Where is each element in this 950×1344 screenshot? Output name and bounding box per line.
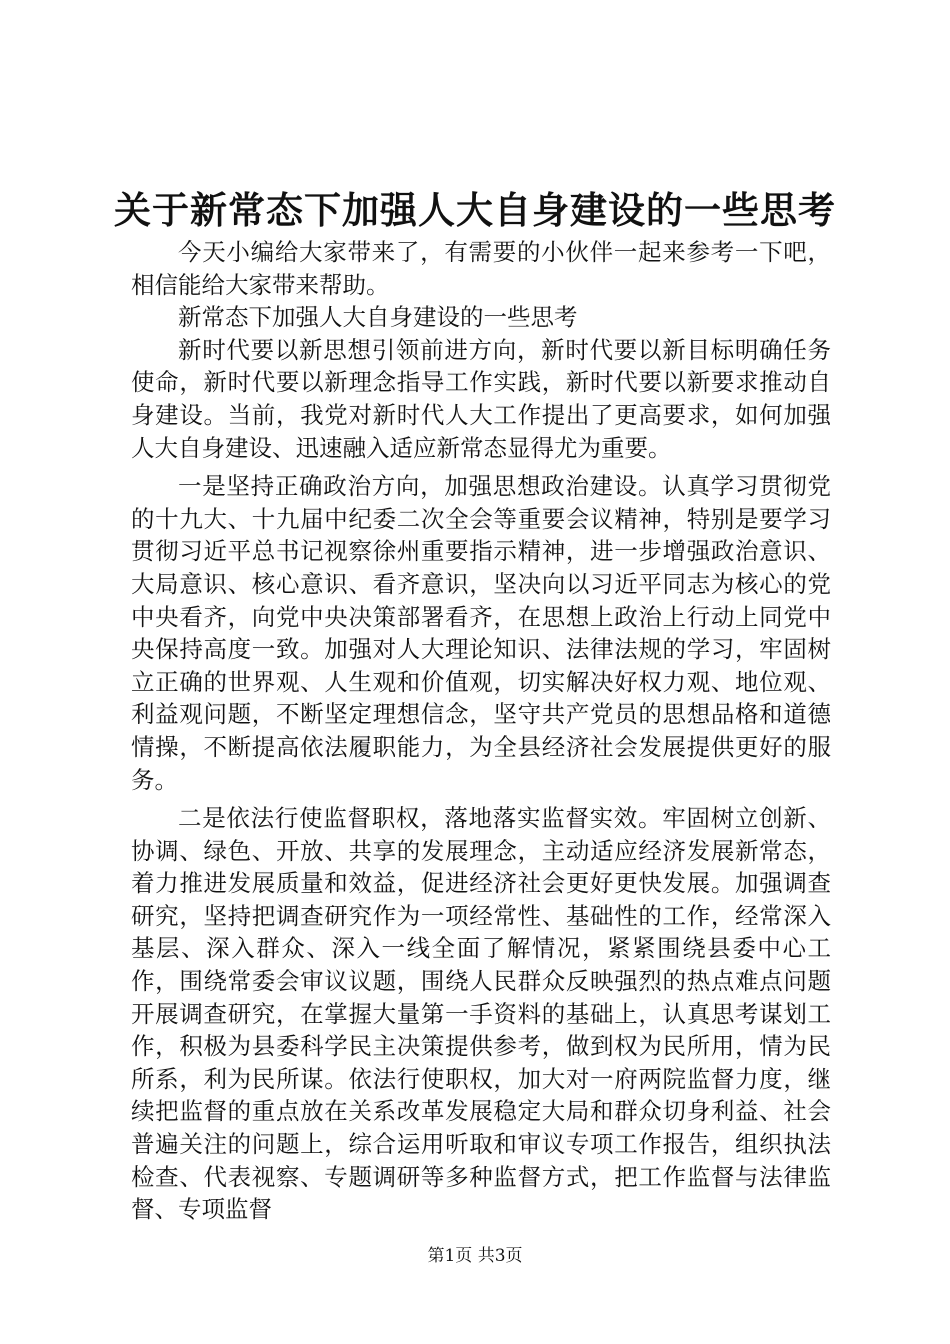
document-body [131,236,831,1226]
body-paragraph: 新时代要以新思想引领前进方向，新时代要以新目标明确任务使命，新时代要以新理念指导工作实践，新时代要以新要求推动自身建设。当前，我党对新时代人大工作提出了更高要求，如何加强人大自身建设、迅速融入适应新常态显得尤为重要。 [131,335,831,462]
body-paragraph: 二是依法行使监督职权，落地落实监督实效。牢固树立创新、协调、绿色、开放、共享的发展理念，主动适应经济发展新常态，着力推进发展质量和效益，促进经济社会更好更快发展。加强调查研究，坚持把调查研究作为一项经常性、基础性的工作，经常深入基层、深入群众、深入一线全面了解情况，紧紧围绕县委中心工作，围绕常委会审议议题，围绕人民群众反映强烈的热点难点问题开展调查研究，在掌握大量第一手资料的基础上，认真思考谋划工作，积极为县委科学民主决策提供参考，做到权为民所用，情为民所系，利为民所谋。依法行使职权，加大对一府两院监督力度，继续把监督的重点放在关系改革发展稳定大局和群众切身利益、社会普遍关注的问题上，综合运用听取和审议专项工作报告，组织执法检查、代表视察、专题调研等多种监督方式，把工作监督与法律监督、专项监督 [131,804,831,1224]
body-paragraph: 一是坚持正确政治方向，加强思想政治建设。认真学习贯彻党的十九大、十九届中纪委二次全会等重要会议精神，特别是要学习贯彻习近平总书记视察徐州重要指示精神，进一步增强政治意识、大局意识、核心意识、看齐意识，坚决向以习近平同志为核心的党中央看齐，向党中央决策部署看齐，在思想上政治上行动上同党中央保持高度一致。加强对人大理论知识、法律法规的学习，牢固树立正确的世界观、人生观和价值观，切实解决好权力观、地位观、利益观问题，不断坚定理想信念，坚守共产党员的思想品格和道德情操，不断提高依法履职能力，为全县经济社会发展提供更好的服务。 [131,472,831,794]
page-number-footer: 第1页 共3页 [427,1246,523,1266]
subtitle-paragraph: 新常态下加强人大自身建设的一些思考 [178,303,578,332]
document-title: 关于新常态下加强人大自身建设的一些思考 [114,188,836,232]
intro-paragraph: 今天小编给大家带来了，有需要的小伙伴一起来参考一下吧，相信能给大家带来帮助。 [131,238,831,299]
